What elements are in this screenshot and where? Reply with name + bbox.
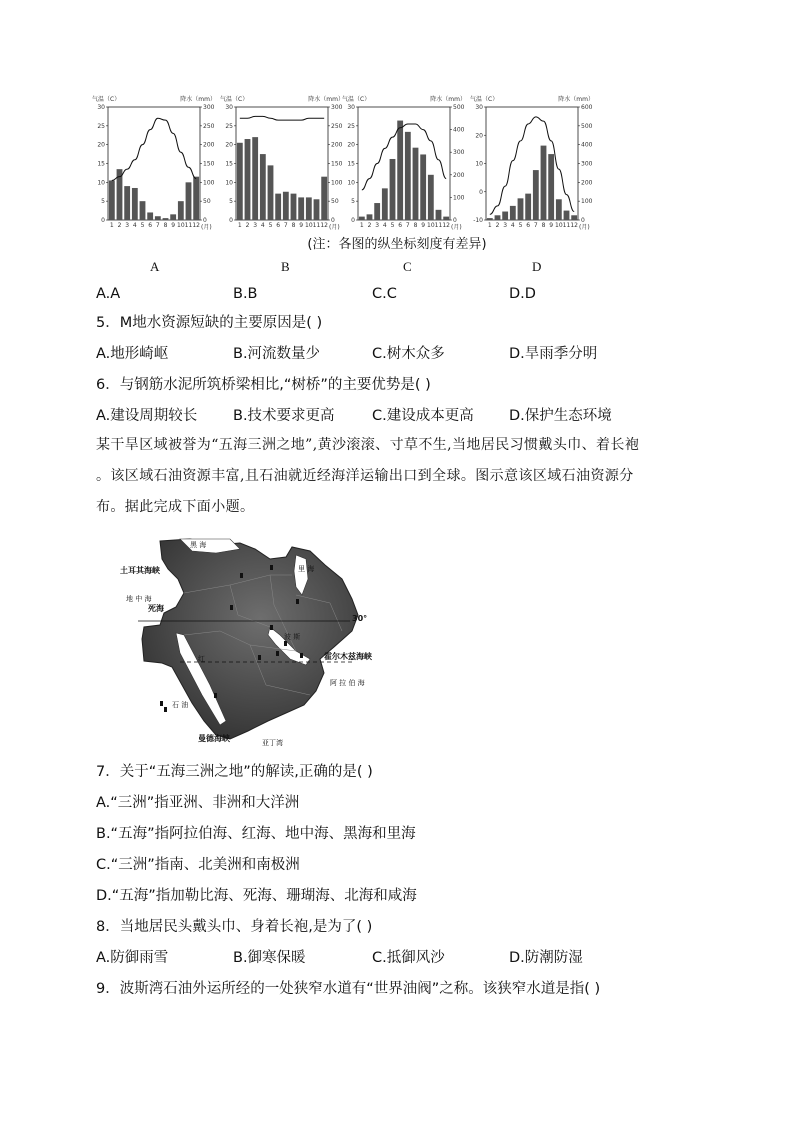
chart-month-label: 7 [155, 222, 160, 229]
chart-precip-bar [367, 214, 373, 220]
chart-month-unit: (月) [329, 224, 340, 231]
chart-precip-bar [245, 139, 251, 220]
chart-precip-bar [533, 170, 539, 220]
chart-precip-bar [283, 192, 289, 220]
chart-precip-bar [548, 154, 554, 220]
chart-month-label: 2 [117, 222, 122, 229]
chart-precip-bar [268, 165, 274, 220]
q7-option-c[interactable]: C.“三洲”指南、北美洲和南极洲 [96, 857, 300, 873]
q6-option-c[interactable]: C.建设成本更高 [372, 408, 474, 424]
chart-precip-bar [397, 121, 403, 220]
chart-month-label: 6 [276, 222, 281, 229]
chart-month-unit: (月) [579, 224, 590, 231]
chart-y2tick-label: 100 [453, 194, 465, 202]
q6-option-d[interactable]: D.保护生态环境 [509, 408, 612, 424]
chart-ytick-label: 15 [347, 160, 355, 168]
chart-precip-bar [132, 188, 138, 220]
chart-month-label: 8 [541, 222, 546, 229]
q7-option-d[interactable]: D.“五海”指加勒比海、死海、珊瑚海、北海和咸海 [96, 888, 417, 904]
chart-precip-bar [541, 146, 547, 220]
chart-ytick-label: 5 [351, 198, 355, 206]
chart-month-label: 12 [320, 222, 328, 229]
chart-precip-bar [155, 216, 161, 220]
chart-ytick-label: -10 [473, 217, 483, 224]
map-label-red-sea: 红 [198, 655, 205, 663]
chart-month-label: 2 [495, 222, 500, 229]
chart-month-label: 1 [487, 222, 492, 229]
chart-precip-bar [487, 218, 493, 220]
chart-y2tick-label: 100 [203, 179, 215, 187]
chart-precip-bar [359, 217, 365, 220]
chart-y2tick-label: 150 [331, 160, 343, 168]
chart-month-label: 10 [177, 222, 185, 229]
map-land [142, 539, 358, 739]
map-label-dead-sea: 死海 [148, 604, 164, 613]
chart-precip-bar [405, 132, 411, 220]
chart-month-label: 3 [253, 222, 258, 229]
chart-month-label: 1 [359, 222, 364, 229]
chart-ytick-label: 20 [347, 141, 355, 149]
q4-option-a[interactable]: A.A [96, 286, 121, 302]
chart-month-label: 4 [260, 222, 265, 229]
chart-precip-bar [260, 154, 266, 220]
chart-precip-bar [193, 177, 199, 220]
chart-precip-bar [556, 199, 562, 220]
map-label-turkish-strait: 土耳其海峡 [120, 566, 160, 575]
map-label-caspian: 里 海 [298, 565, 315, 573]
chart-ytick-label: 0 [479, 188, 483, 196]
chart-y2tick-label: 200 [203, 141, 215, 149]
q8-stem: 8．当地居民头戴头巾、身着长袍,是为了( ) [96, 919, 373, 935]
chart-month-label: 5 [390, 222, 395, 229]
chart-month-label: 8 [291, 222, 296, 229]
chart-month-label: 10 [555, 222, 563, 229]
chart-ytick-label: 0 [101, 217, 105, 224]
chart-precip-bar [374, 203, 380, 220]
q5-option-c[interactable]: C.树木众多 [372, 346, 445, 362]
chart-precip-bar [436, 210, 442, 220]
chart-y2tick-label: 400 [453, 126, 465, 134]
chart-temp-label: 气温（C） [342, 96, 371, 103]
chart-label-c: C [403, 259, 412, 274]
chart-label-d: D [532, 259, 542, 274]
chart-precip-bar [428, 175, 434, 220]
q4-option-c[interactable]: C.C [372, 286, 397, 302]
chart-month-label: 3 [125, 222, 130, 229]
chart-month-label: 11 [562, 222, 571, 229]
chart-precip-bar [420, 154, 426, 220]
chart-ytick-label: 30 [347, 104, 355, 111]
q5-option-a[interactable]: A.地形崎岖 [96, 346, 169, 362]
chart-y2tick-label: 500 [581, 122, 593, 130]
chart-precip-bar [321, 177, 327, 220]
chart-temp-line [112, 118, 196, 180]
q8-option-b[interactable]: B.御寒保暖 [233, 950, 306, 966]
map-label-mediterranean: 地 中 海 [126, 595, 152, 603]
q4-option-d[interactable]: D.D [509, 286, 536, 302]
chart-month-label: 9 [171, 222, 176, 229]
chart-y2tick-label: 300 [581, 160, 593, 168]
chart-month-label: 6 [398, 222, 403, 229]
chart-y2tick-label: 200 [453, 171, 465, 179]
chart-month-label: 12 [570, 222, 578, 229]
chart-precip-bar [495, 215, 501, 220]
chart-ytick-label: 5 [229, 198, 233, 206]
chart-month-label: 3 [503, 222, 508, 229]
q7-stem: 7．关于“五海三洲之地”的解读,正确的是( ) [96, 764, 373, 780]
chart-precip-bar [252, 137, 258, 220]
climate-chart-c [342, 93, 466, 233]
chart-y2tick-label: 500 [453, 104, 465, 111]
map-label-mandeb: 曼德海峡 [198, 734, 230, 743]
map-label-hormuz: 霍尔木兹海峡 [324, 652, 372, 661]
chart-month-label: 4 [132, 222, 137, 229]
chart-precip-bar [186, 182, 192, 220]
chart-y2tick-label: 0 [453, 217, 457, 224]
map-label-arabian-sea: 阿 拉 伯 海 [330, 679, 365, 687]
chart-precip-bar [390, 159, 396, 220]
chart-y2tick-label: 0 [203, 217, 207, 224]
chart-precip-bar [291, 194, 297, 220]
chart-precip-bar [170, 214, 176, 220]
chart-month-label: 3 [375, 222, 380, 229]
map-legend-oil-mark [160, 701, 163, 706]
chart-y2tick-label: 0 [331, 217, 335, 224]
chart-precip-bar [178, 201, 184, 220]
chart-month-label: 10 [427, 222, 435, 229]
climate-chart-a [92, 93, 216, 233]
chart-temp-label: 气温（C） [220, 96, 249, 103]
q6-option-b[interactable]: B.技术要求更高 [233, 408, 335, 424]
chart-ytick-label: 30 [475, 104, 483, 111]
chart-precip-bar [237, 143, 243, 220]
chart-precip-bar [443, 217, 449, 220]
map-label-black-sea: 黑 海 [190, 541, 207, 549]
chart-precip-bar [571, 215, 577, 220]
chart-month-label: 7 [533, 222, 538, 229]
chart-ytick-label: 30 [97, 104, 105, 111]
chart-y2tick-label: 200 [331, 141, 343, 149]
chart-month-label: 8 [163, 222, 168, 229]
middle-east-oil-map [120, 535, 392, 750]
q5-option-b[interactable]: B.河流数量少 [233, 346, 321, 362]
chart-ytick-label: 10 [97, 179, 105, 187]
chart-precip-bar [163, 218, 169, 220]
chart-ytick-label: 0 [229, 217, 233, 224]
chart-month-label: 6 [148, 222, 153, 229]
chart-frame [358, 107, 450, 220]
chart-month-label: 9 [549, 222, 554, 229]
chart-precip-bar [564, 211, 570, 220]
chart-month-label: 2 [367, 222, 372, 229]
passage-line-1: 某干旱区域被誉为“五海三洲之地”,黄沙滚滚、寸草不生,当地居民习惯戴头巾、着长袍 [96, 437, 640, 453]
chart-caption: (注：各图的纵坐标刻度有差异) [307, 237, 487, 252]
chart-precip-bar [314, 199, 320, 220]
chart-precip-bar [140, 201, 146, 220]
chart-y2tick-label: 200 [581, 179, 593, 187]
chart-month-unit: (月) [451, 224, 462, 231]
chart-ytick-label: 25 [225, 122, 233, 130]
q8-option-a[interactable]: A.防御雨雪 [96, 950, 169, 966]
q8-option-d[interactable]: D.防潮防湿 [509, 950, 583, 966]
passage-line-2: 。该区域石油资源丰富,且石油就近经海洋运输出口到全球。图示意该区域石油资源分 [96, 468, 634, 484]
chart-y2tick-label: 150 [203, 160, 215, 168]
climate-chart-d [470, 93, 594, 233]
chart-month-label: 9 [421, 222, 426, 229]
q6-stem: 6．与钢筋水泥所筑桥梁相比,“树桥”的主要优势是( ) [96, 377, 431, 393]
chart-ytick-label: 5 [101, 198, 105, 206]
chart-precip-label: 降水（mm） [180, 96, 216, 103]
chart-ytick-label: 20 [475, 132, 483, 140]
chart-y2tick-label: 400 [581, 141, 593, 149]
passage [96, 430, 702, 523]
chart-month-label: 5 [268, 222, 273, 229]
chart-y2tick-label: 50 [331, 198, 339, 206]
chart-precip-bar [147, 212, 153, 220]
chart-month-label: 10 [305, 222, 313, 229]
chart-ytick-label: 10 [475, 160, 483, 168]
chart-month-unit: (月) [201, 224, 212, 231]
chart-y2tick-label: 50 [203, 198, 211, 206]
chart-temp-label: 气温（C） [92, 96, 121, 103]
chart-month-label: 11 [312, 222, 321, 229]
chart-precip-bar [382, 188, 388, 220]
passage-line-3: 布。据此完成下面小题。 [96, 499, 255, 515]
chart-precip-bar [306, 197, 312, 220]
chart-precip-bar [502, 212, 508, 220]
chart-ytick-label: 25 [97, 122, 105, 130]
chart-month-label: 12 [192, 222, 200, 229]
chart-label-a: A [150, 259, 160, 274]
chart-precip-bar [518, 198, 524, 220]
chart-ytick-label: 20 [97, 141, 105, 149]
chart-y2tick-label: 250 [331, 122, 343, 130]
chart-ytick-label: 30 [225, 104, 233, 111]
chart-y2tick-label: 250 [203, 122, 215, 130]
chart-ytick-label: 15 [225, 160, 233, 168]
chart-precip-bar [525, 194, 531, 220]
q9-stem: 9．波斯湾石油外运所经的一处狭窄水道有“世界油阀”之称。该狭窄水道是指( ) [96, 981, 601, 997]
map-label-gulf: 波 斯 [284, 633, 301, 641]
climate-chart-b [220, 93, 344, 233]
chart-y2tick-label: 300 [203, 104, 215, 111]
map-legend-oil: 石 油 [172, 701, 189, 709]
chart-y2tick-label: 100 [581, 198, 593, 206]
chart-ytick-label: 25 [347, 122, 355, 130]
q5-stem: 5．M地水资源短缺的主要原因是( ) [96, 315, 323, 331]
chart-precip-bar [109, 180, 115, 220]
chart-month-label: 4 [510, 222, 515, 229]
chart-precip-bar [510, 206, 516, 220]
q5-option-d[interactable]: D.旱雨季分明 [509, 346, 598, 362]
chart-month-label: 6 [526, 222, 531, 229]
chart-month-label: 8 [413, 222, 418, 229]
chart-y2tick-label: 300 [453, 149, 465, 157]
chart-precip-bar [413, 148, 419, 220]
chart-precip-label: 降水（mm） [558, 96, 594, 103]
chart-ytick-label: 10 [347, 179, 355, 187]
chart-label-b: B [281, 259, 290, 274]
chart-ytick-label: 15 [97, 160, 105, 168]
chart-month-label: 5 [518, 222, 523, 229]
chart-y2tick-label: 600 [581, 104, 593, 111]
chart-month-label: 9 [299, 222, 304, 229]
q8-option-c[interactable]: C.抵御风沙 [372, 950, 445, 966]
chart-ytick-label: 20 [225, 141, 233, 149]
chart-y2tick-label: 100 [331, 179, 343, 187]
chart-month-label: 1 [109, 222, 114, 229]
chart-month-label: 4 [382, 222, 387, 229]
chart-precip-label: 降水（mm） [308, 96, 344, 103]
chart-temp-line [240, 116, 324, 120]
chart-y2tick-label: 0 [581, 217, 585, 224]
chart-ytick-label: 0 [351, 217, 355, 224]
q6-option-a[interactable]: A.建设周期较长 [96, 408, 198, 424]
chart-month-label: 2 [245, 222, 250, 229]
chart-month-label: 12 [442, 222, 450, 229]
chart-ytick-label: 10 [225, 179, 233, 187]
chart-precip-bar [298, 197, 304, 220]
map-label-latitude: 30° [352, 614, 368, 623]
map-label-aden: 亚丁湾 [262, 739, 283, 747]
chart-month-label: 1 [237, 222, 242, 229]
chart-y2tick-label: 300 [331, 104, 343, 111]
chart-month-label: 11 [434, 222, 443, 229]
chart-month-label: 7 [405, 222, 410, 229]
chart-month-label: 11 [184, 222, 193, 229]
q4-option-b[interactable]: B.B [233, 286, 258, 302]
chart-precip-label: 降水（mm） [430, 96, 466, 103]
chart-precip-bar [124, 186, 130, 220]
chart-month-label: 7 [283, 222, 288, 229]
chart-temp-label: 气温（C） [470, 96, 499, 103]
q7-option-b[interactable]: B.“五海”指阿拉伯海、红海、地中海、黑海和里海 [96, 826, 416, 842]
chart-precip-bar [275, 194, 281, 220]
q7-option-a[interactable]: A.“三洲”指亚洲、非洲和大洋洲 [96, 795, 300, 811]
chart-month-label: 5 [140, 222, 145, 229]
